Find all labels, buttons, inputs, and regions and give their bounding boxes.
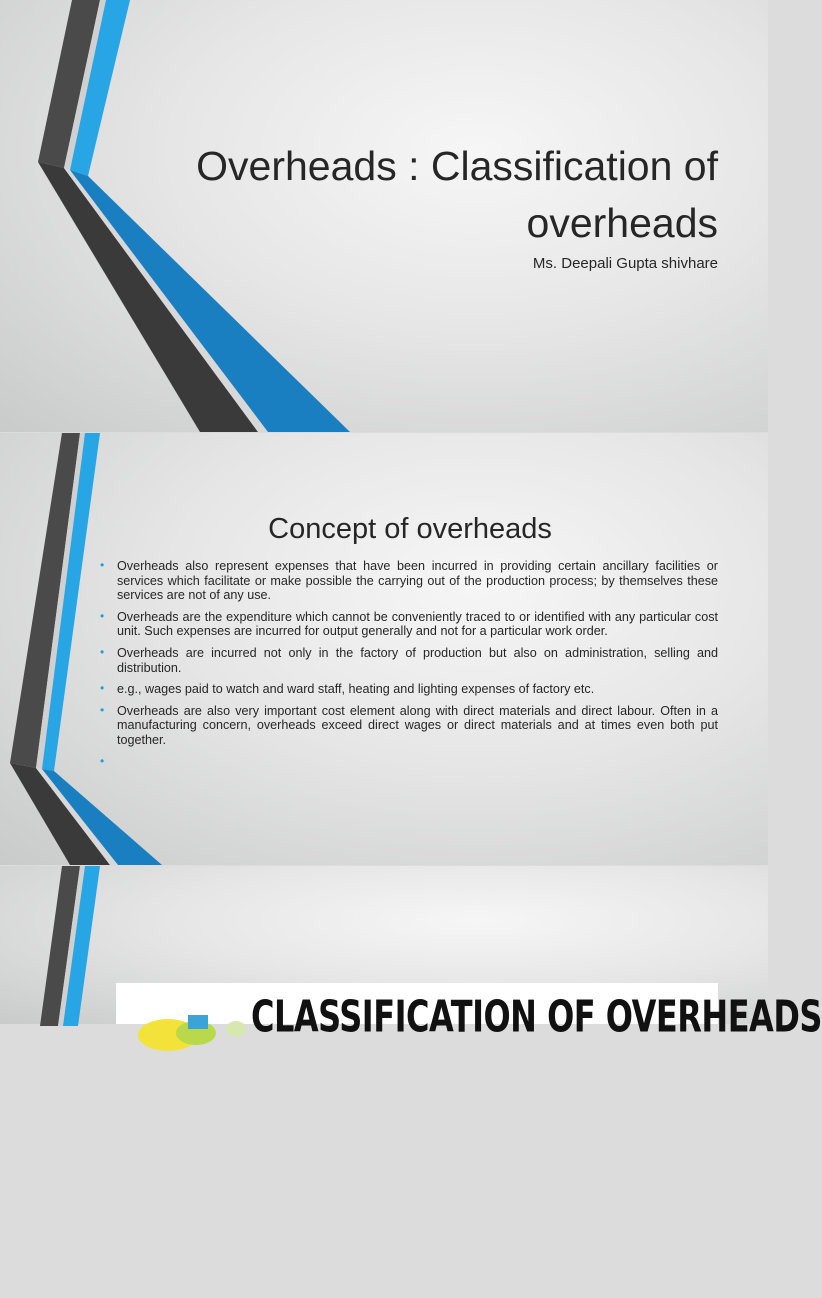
bullet-icon: •	[100, 681, 105, 696]
bullet-text: Overheads are incurred not only in the factory of production but also on administration, selling and distribution.	[117, 645, 718, 675]
list-item	[100, 559, 718, 603]
author-subtitle: Ms. Deepali Gupta shivhare	[532, 255, 718, 272]
bullet-icon: •	[100, 608, 105, 623]
slide-1	[0, 0, 768, 432]
bullet-text: e.g., wages paid to watch and ward staff, heating and lighting expenses of factory etc.	[117, 682, 595, 697]
bullet-text: Overheads are the expenditure which cannot be conveniently traced to or identified with any particular cost unit. Such expenses are incurred for output generally and not for a particular work order.	[117, 609, 718, 639]
image-caption: CLASSIFICATION OF OVERHEADS	[251, 991, 822, 1043]
list-item	[100, 682, 718, 697]
bullet-text: Overheads also represent expenses that have been incurred in providing certain ancillary facilities or services which facilitate or make possible the carrying out of the production process; by themselves these services are not of any use.	[117, 559, 718, 603]
logo-icon	[126, 1007, 246, 1037]
slide-3	[0, 866, 822, 1043]
slide-2	[0, 433, 768, 865]
list-item	[100, 610, 718, 639]
bullet-icon: •	[100, 558, 105, 572]
list-item	[100, 646, 718, 675]
bullet-text: Overheads are also very important cost element along with direct materials and direct labour. Often in a manufacturing concern, overheads exceed direct wages or direct materials and at times even both put together.	[117, 703, 718, 747]
slide-title: Overheads : Classification of overheads	[196, 143, 718, 246]
list-item-empty	[100, 755, 718, 769]
bullet-icon: •	[100, 644, 105, 659]
slide-decoration	[0, 866, 768, 1298]
classification-image	[116, 983, 822, 1043]
bullet-icon: •	[100, 753, 105, 768]
slide-title: Concept of overheads	[268, 513, 552, 545]
bullet-list	[100, 559, 718, 776]
list-item	[100, 704, 718, 748]
bullet-icon: •	[100, 702, 105, 717]
